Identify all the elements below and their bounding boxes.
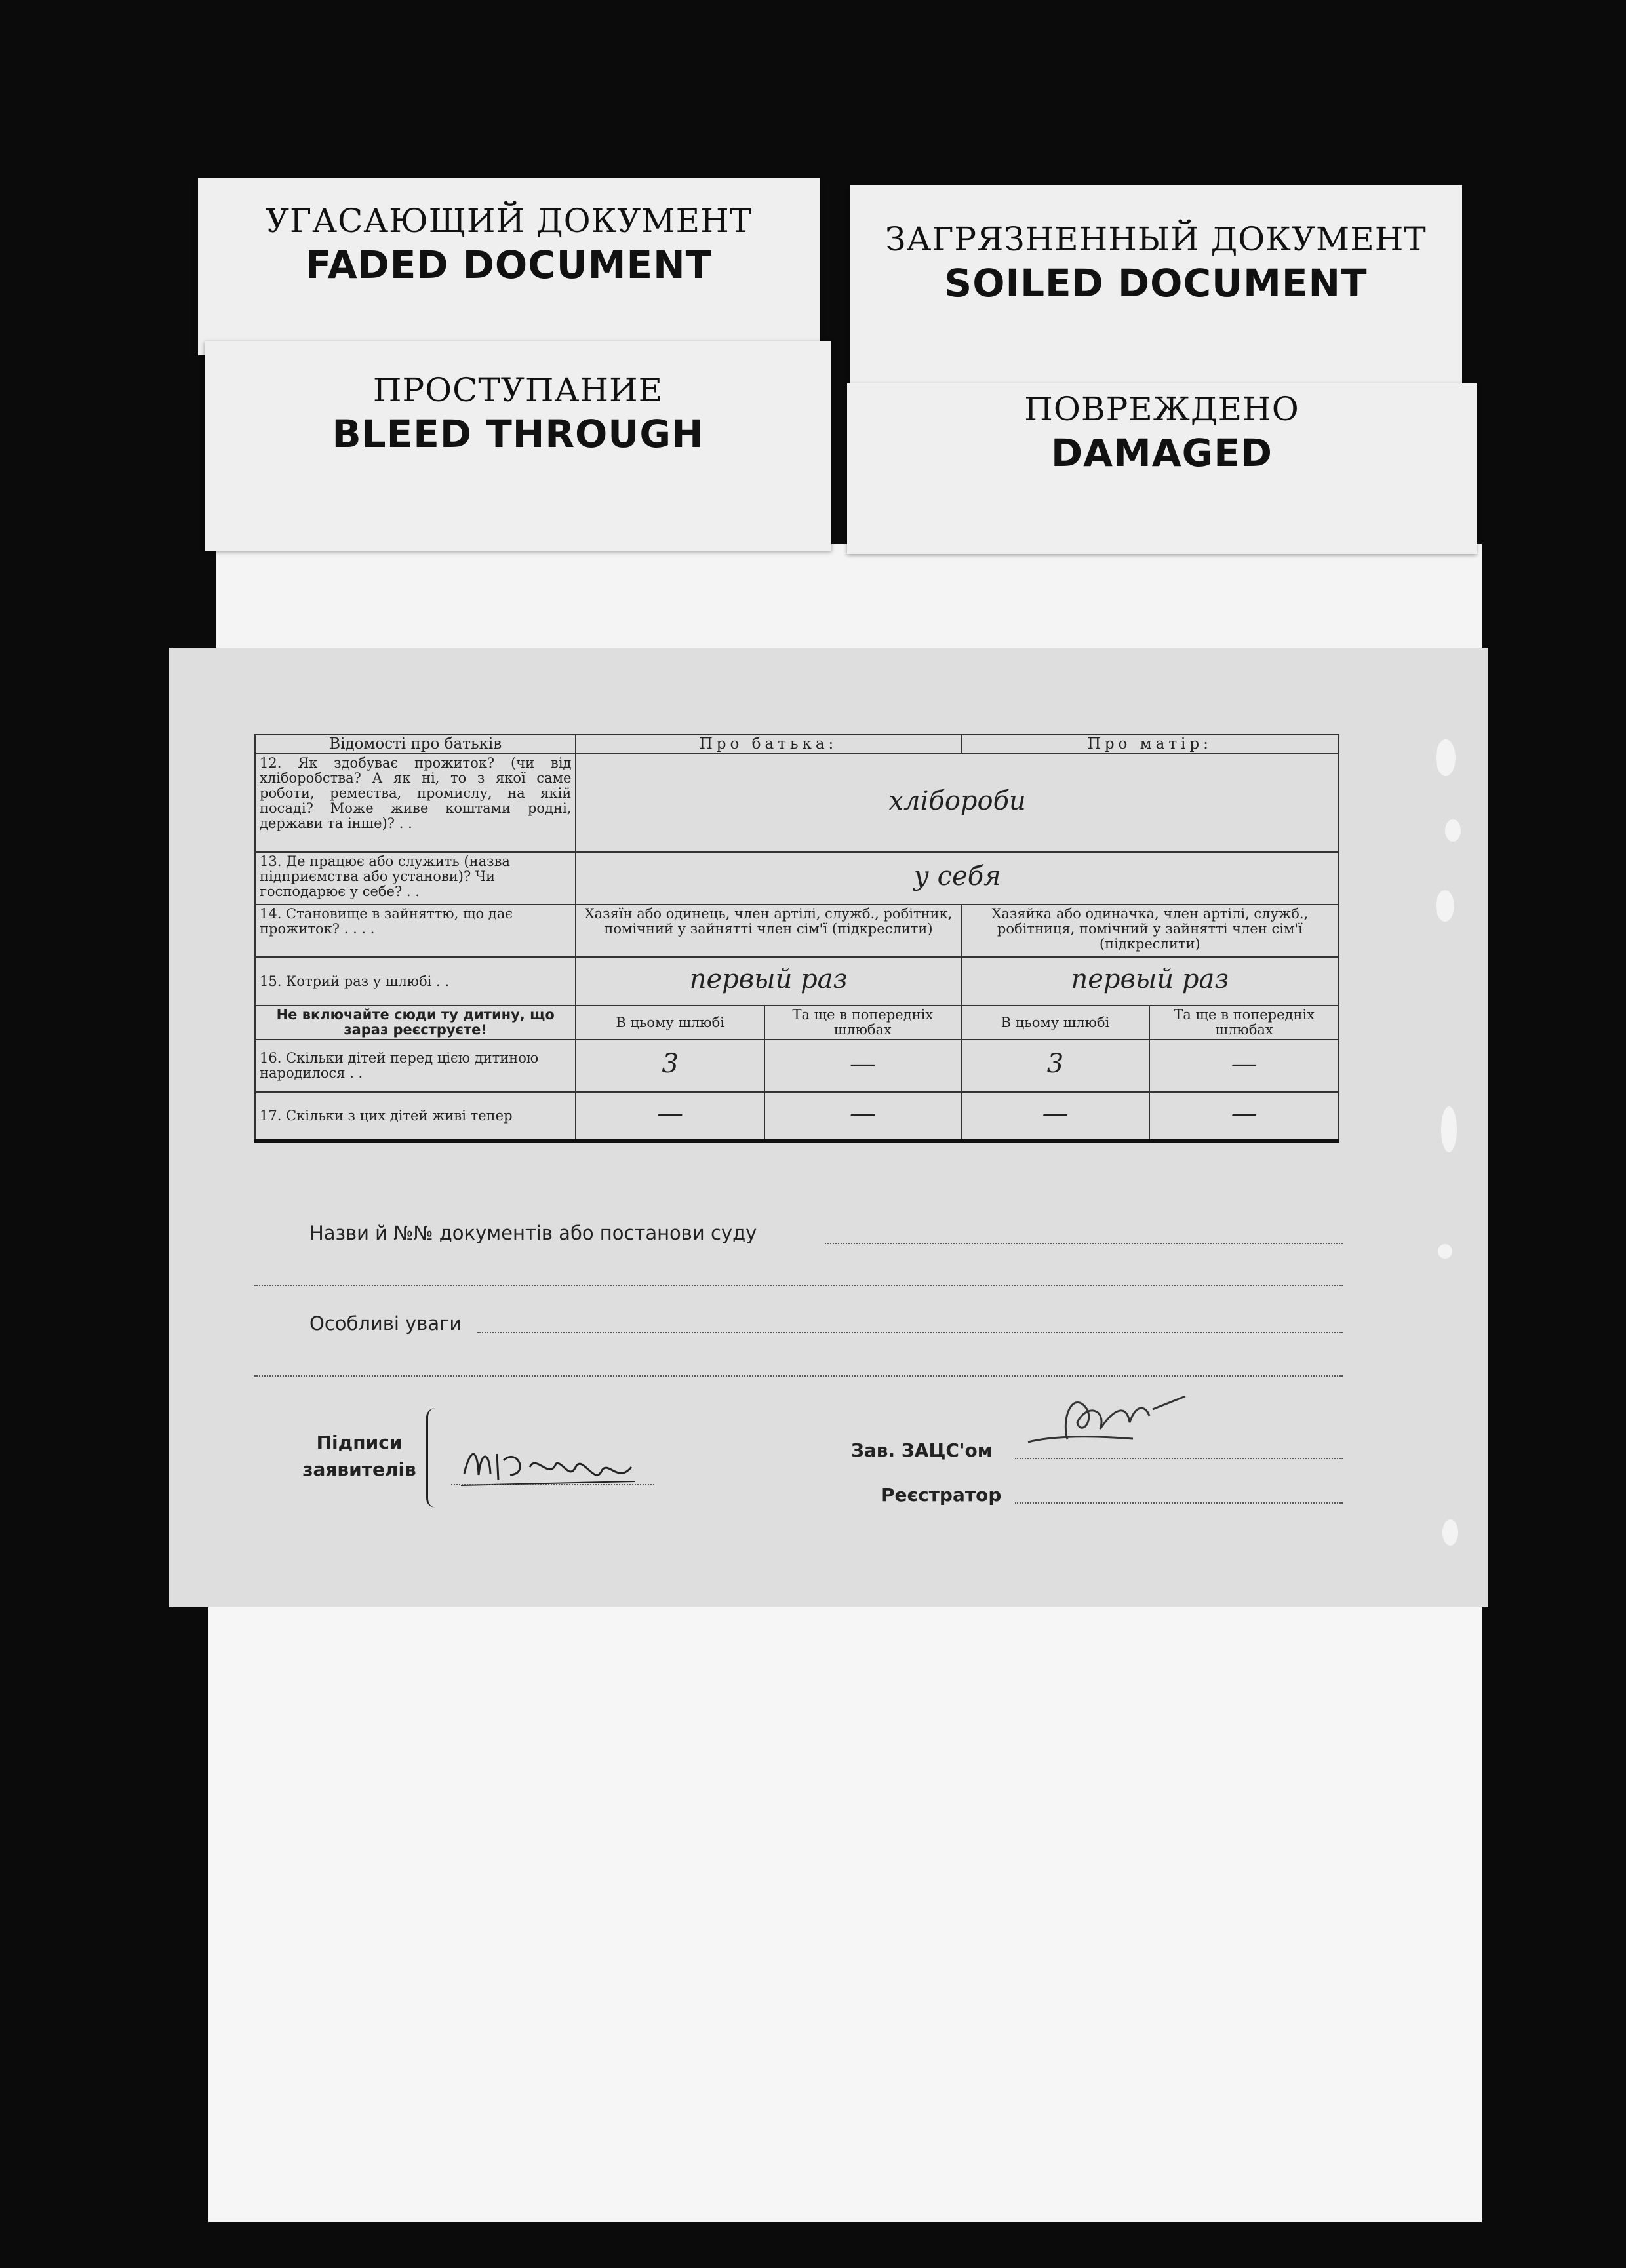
- row15-label: 15. Котрий раз у шлюбі . .: [255, 957, 576, 1006]
- punch-hole: [1442, 1519, 1458, 1546]
- registrar-label: Реєстратор: [881, 1484, 1002, 1506]
- row15-father-cell: [576, 957, 961, 1006]
- head-label: Зав. ЗАЦС'ом: [851, 1439, 993, 1461]
- punch-hole: [1441, 1106, 1457, 1152]
- table-row: [255, 1040, 1339, 1092]
- row13-value-cell: [576, 852, 1339, 905]
- table-header-row: [255, 735, 1339, 754]
- faded-document-notice: [198, 178, 820, 355]
- soiled-document-notice: [850, 185, 1462, 395]
- header-father: Про батька:: [576, 735, 961, 754]
- header-parents-info: Відомості про батьків: [255, 735, 576, 754]
- row13-label: 13. Де працює або служить (назва підприємства або установи)? Чи господарює у себе? . .: [255, 852, 576, 905]
- notice-faded-en: FADED DOCUMENT: [305, 243, 713, 287]
- notice-soiled-en: SOILED DOCUMENT: [944, 261, 1368, 305]
- table-row: [255, 957, 1339, 1006]
- row16-mother-this: 3: [1046, 1048, 1064, 1079]
- row15-father: первый раз: [689, 964, 848, 994]
- notice-faded-ru: УГАСАЮЩИЙ ДОКУМЕНТ: [265, 202, 753, 240]
- punch-hole: [1438, 1244, 1452, 1259]
- row16-father-this: 3: [662, 1048, 679, 1079]
- row17-father-prev: —: [849, 1098, 876, 1129]
- applicants-label-line1: Підписи: [316, 1432, 403, 1453]
- row15-mother-cell: [961, 957, 1339, 1006]
- registration-form: [169, 648, 1488, 1607]
- registrar-line: [1015, 1502, 1343, 1504]
- notice-damaged-ru: ПОВРЕЖДЕНО: [1024, 390, 1299, 428]
- row16-label: 16. Скільки дітей перед цією дитиною народилося . .: [255, 1040, 576, 1092]
- documents-line-2: [254, 1285, 1343, 1286]
- row15-mother: первый раз: [1071, 964, 1229, 994]
- row17-label: 17. Скільки з цих дітей живі тепер: [255, 1092, 576, 1141]
- punch-hole: [1436, 739, 1456, 776]
- table-row: [255, 905, 1339, 957]
- subheader-father-prev: Та ще в попередніх шлюбах: [764, 1006, 961, 1040]
- notice-damaged-en: DAMAGED: [1050, 431, 1273, 475]
- head-line: [1015, 1458, 1343, 1459]
- subheader-mother-prev: Та ще в попередніх шлюбах: [1149, 1006, 1339, 1040]
- applicants-line: [451, 1484, 654, 1485]
- row12-value: хлібороби: [888, 785, 1026, 816]
- applicants-label: [294, 1432, 425, 1480]
- row12-value-cell: [576, 754, 1339, 852]
- notes-label: Особливі уваги: [309, 1312, 462, 1335]
- row13-value: у себя: [913, 861, 1001, 891]
- applicants-label-line2: заявителів: [302, 1458, 416, 1480]
- documents-label: Назви й №№ документів або постанови суду: [309, 1222, 757, 1244]
- table-subheader-row: [255, 1006, 1339, 1040]
- row14-father: Хазяїн або одинець, член артілі, служб., робітник, помічний у зайнятті член сім'ї (підкреслити): [576, 905, 961, 957]
- header-mother: Про матір:: [961, 735, 1339, 754]
- row17-mother-prev: —: [1231, 1098, 1258, 1129]
- head-signature: [1015, 1377, 1231, 1455]
- parents-info-table: [254, 734, 1339, 1143]
- bleed-through-notice: [205, 341, 831, 551]
- row16-father-prev: —: [849, 1048, 876, 1079]
- damaged-notice: [847, 383, 1477, 554]
- row16-mother-prev: —: [1231, 1048, 1258, 1079]
- punch-hole: [1445, 819, 1461, 842]
- note-label: Не включайте сюди ту дитину, що зараз реєструєте!: [255, 1006, 576, 1040]
- row17-father-this: —: [657, 1098, 684, 1129]
- subheader-mother-this: В цьому шлюбі: [961, 1006, 1150, 1040]
- notice-bleed-ru: ПРОСТУПАНИЕ: [372, 371, 664, 409]
- row14-label: 14. Становище в зайняттю, що дає прожиток? . . . .: [255, 905, 576, 957]
- table-row: [255, 852, 1339, 905]
- notice-soiled-ru: ЗАГРЯЗНЕННЫЙ ДОКУМЕНТ: [885, 220, 1427, 258]
- notice-bleed-en: BLEED THROUGH: [332, 412, 704, 456]
- applicants-bracket: [426, 1408, 441, 1508]
- documents-line: [825, 1243, 1343, 1244]
- notes-line: [477, 1332, 1343, 1333]
- row14-mother: Хазяйка або одиначка, член артілі, служб., робітниця, помічний у зайнятті член сім'ї (підкреслити): [961, 905, 1339, 957]
- subheader-father-this: В цьому шлюбі: [576, 1006, 764, 1040]
- table-row: [255, 1092, 1339, 1141]
- table-row: [255, 754, 1339, 852]
- punch-hole: [1436, 890, 1454, 922]
- row12-label: 12. Як здобуває прожиток? (чи від хліборобства? А як ні, то з якої саме роботи, ремества, промислу, на якій посаді? Може живе коштами родні, держави та інше)? . .: [255, 754, 576, 852]
- row17-mother-this: —: [1042, 1098, 1069, 1129]
